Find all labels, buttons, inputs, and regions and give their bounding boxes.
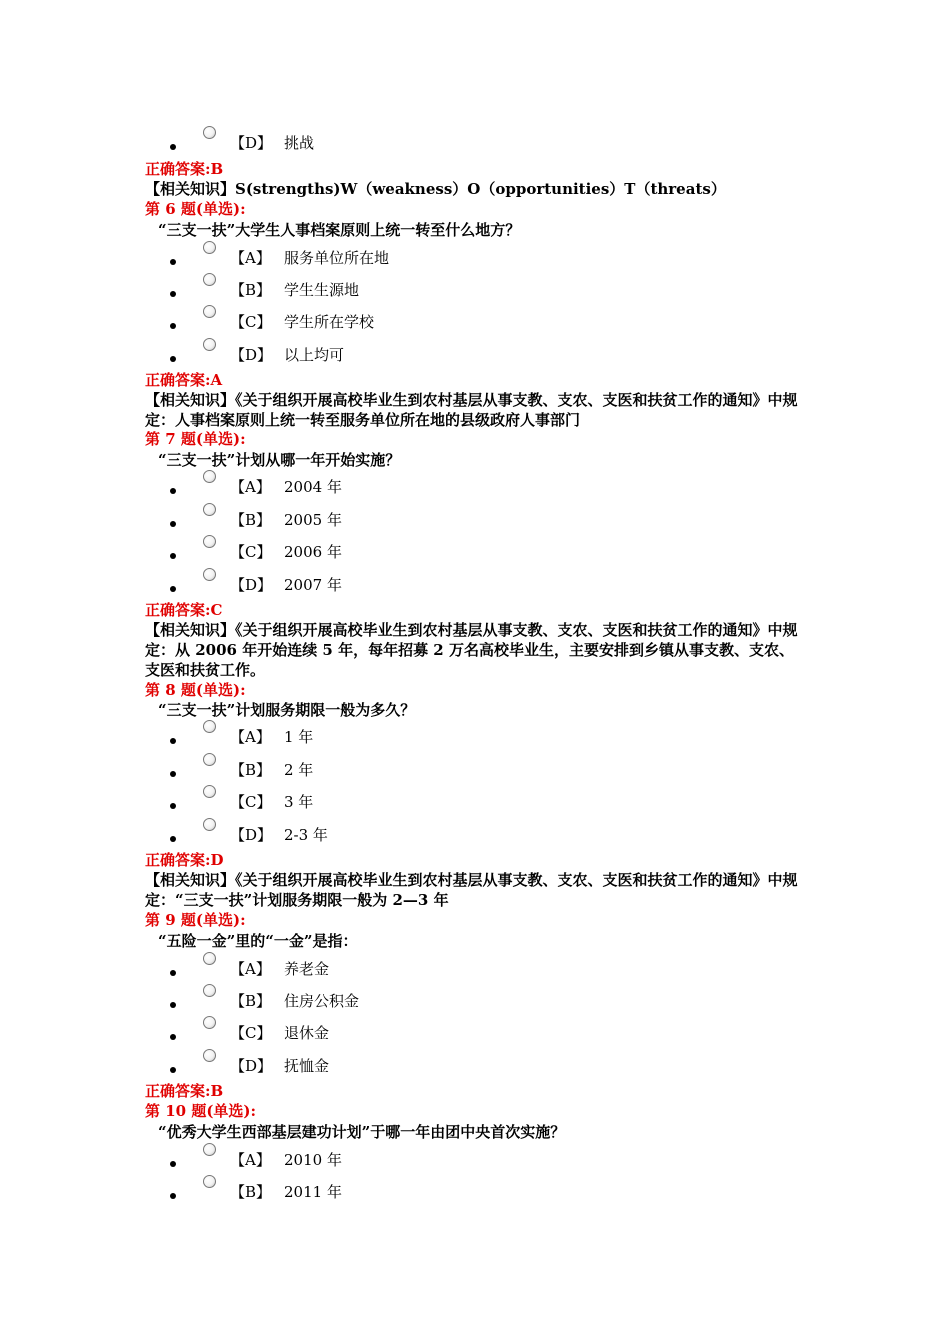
bullet-icon [170, 488, 176, 494]
option-q7-c[interactable] [0, 543, 950, 571]
knowledge-q8: 【相关知识】《关于组织开展高校毕业生到农村基层从事支教、支农、支医和扶贫工作的通知》中规定：“三支一扶”计划服务期限一般为 2—3 年 [145, 871, 798, 909]
bullet-icon [170, 738, 176, 744]
bullet-icon [170, 259, 176, 265]
radio-button-icon[interactable] [203, 305, 216, 318]
radio-button-icon[interactable] [203, 720, 216, 733]
option-label: 【D】 [230, 1057, 273, 1075]
radio-button-icon[interactable] [203, 535, 216, 548]
option-text: 2007 年 [284, 576, 342, 594]
option-q5-d[interactable] [0, 134, 950, 162]
knowledge-q6: 【相关知识】《关于组织开展高校毕业生到农村基层从事支教、支农、支医和扶贫工作的通知》中规定：人事档案原则上统一转至服务单位所在地的县级政府人事部门 [145, 391, 798, 429]
bullet-icon [170, 586, 176, 592]
option-text: 1 年 [284, 728, 314, 746]
radio-button-icon[interactable] [203, 470, 216, 483]
bullet-icon [170, 323, 176, 329]
option-q8-d[interactable] [0, 826, 950, 854]
correct-answer-q5: 正确答案:B [145, 160, 224, 178]
correct-answer-q9: 正确答案:B [145, 1082, 224, 1100]
option-q10-b[interactable] [0, 1183, 950, 1211]
option-q6-b[interactable] [0, 281, 950, 309]
option-label: 【C】 [230, 1024, 272, 1042]
radio-button-icon[interactable] [203, 1175, 216, 1188]
option-text: 退休金 [284, 1024, 330, 1042]
option-text: 2006 年 [284, 543, 342, 561]
bullet-icon [170, 1034, 176, 1040]
option-text: 挑战 [284, 134, 315, 152]
option-label: 【B】 [230, 511, 272, 529]
option-q9-a[interactable] [0, 960, 950, 988]
question-header-q9: 第 9 题(单选): [145, 911, 246, 929]
bullet-icon [170, 291, 176, 297]
option-text: 以上均可 [284, 346, 345, 364]
option-text: 2 年 [284, 761, 314, 779]
question-header-q6: 第 6 题(单选): [145, 200, 246, 218]
option-q7-a[interactable] [0, 478, 950, 506]
option-text: 2010 年 [284, 1151, 342, 1169]
option-text: 2005 年 [284, 511, 342, 529]
bullet-icon [170, 1193, 176, 1199]
option-q8-a[interactable] [0, 728, 950, 756]
option-q8-c[interactable] [0, 793, 950, 821]
correct-answer-q7: 正确答案:C [145, 601, 223, 619]
option-q6-a[interactable] [0, 249, 950, 277]
option-label: 【A】 [230, 728, 271, 746]
option-q6-c[interactable] [0, 313, 950, 341]
option-text: 学生所在学校 [284, 313, 375, 331]
bullet-icon [170, 836, 176, 842]
option-text: 2-3 年 [284, 826, 328, 844]
bullet-icon [170, 553, 176, 559]
radio-button-icon[interactable] [203, 1049, 216, 1062]
radio-button-icon[interactable] [203, 1016, 216, 1029]
option-q7-d[interactable] [0, 576, 950, 604]
knowledge-q7: 【相关知识】《关于组织开展高校毕业生到农村基层从事支教、支农、支医和扶贫工作的通知》中规定：从 2006 年开始连续 5 年，每年招募 2 万名高校毕业生，主要安排到乡镇从事支教、支农、支医和扶贫工作。 [145, 621, 798, 679]
option-text: 2011 年 [284, 1183, 342, 1201]
option-label: 【B】 [230, 992, 272, 1010]
radio-button-icon[interactable] [203, 503, 216, 516]
option-q8-b[interactable] [0, 761, 950, 789]
radio-button-icon[interactable] [203, 952, 216, 965]
bullet-icon [170, 1161, 176, 1167]
option-label: 【B】 [230, 1183, 272, 1201]
option-q9-d[interactable] [0, 1057, 950, 1085]
bullet-icon [170, 1002, 176, 1008]
option-label: 【A】 [230, 960, 271, 978]
radio-button-icon[interactable] [203, 126, 216, 139]
option-label: 【B】 [230, 761, 272, 779]
option-q9-c[interactable] [0, 1024, 950, 1052]
option-text: 3 年 [284, 793, 314, 811]
question-text-q9: “五险一金”里的“一金”是指： [158, 932, 358, 950]
option-q10-a[interactable] [0, 1151, 950, 1179]
bullet-icon [170, 1067, 176, 1073]
option-q6-d[interactable] [0, 346, 950, 374]
bullet-icon [170, 771, 176, 777]
option-label: 【A】 [230, 1151, 271, 1169]
radio-button-icon[interactable] [203, 273, 216, 286]
correct-answer-q6: 正确答案:A [145, 371, 223, 389]
option-q7-b[interactable] [0, 511, 950, 539]
option-label: 【A】 [230, 478, 271, 496]
radio-button-icon[interactable] [203, 785, 216, 798]
option-text: 养老金 [284, 960, 330, 978]
question-header-q8: 第 8 题(单选): [145, 681, 246, 699]
question-text-q7: “三支一扶”计划从哪一年开始实施？ [158, 451, 401, 469]
radio-button-icon[interactable] [203, 818, 216, 831]
bullet-icon [170, 970, 176, 976]
option-label: 【D】 [230, 826, 273, 844]
bullet-icon [170, 803, 176, 809]
option-label: 【D】 [230, 134, 273, 152]
correct-answer-q8: 正确答案:D [145, 851, 224, 869]
question-header-q10: 第 10 题(单选): [145, 1102, 257, 1120]
question-text-q8: “三支一扶”计划服务期限一般为多久？ [158, 701, 416, 719]
option-text: 抚恤金 [284, 1057, 330, 1075]
option-label: 【D】 [230, 346, 273, 364]
option-text: 学生生源地 [284, 281, 360, 299]
option-label: 【B】 [230, 281, 272, 299]
option-text: 2004 年 [284, 478, 342, 496]
option-text: 住房公积金 [284, 992, 360, 1010]
question-header-q7: 第 7 题(单选): [145, 430, 246, 448]
radio-button-icon[interactable] [203, 753, 216, 766]
bullet-icon [170, 521, 176, 527]
radio-button-icon[interactable] [203, 568, 216, 581]
radio-button-icon[interactable] [203, 984, 216, 997]
question-text-q10: “优秀大学生西部基层建功计划”于哪一年由团中央首次实施？ [158, 1123, 566, 1141]
option-label: 【D】 [230, 576, 273, 594]
option-q9-b[interactable] [0, 992, 950, 1020]
bullet-icon [170, 356, 176, 362]
option-label: 【C】 [230, 793, 272, 811]
question-text-q6: “三支一扶”大学生人事档案原则上统一转至什么地方？ [158, 221, 521, 239]
bullet-icon [170, 144, 176, 150]
option-label: 【C】 [230, 313, 272, 331]
knowledge-q5: 【相关知识】S(strengths)W（weakness）O（opportunities）T（threats） [145, 180, 726, 198]
option-label: 【C】 [230, 543, 272, 561]
radio-button-icon[interactable] [203, 1143, 216, 1156]
option-label: 【A】 [230, 249, 271, 267]
radio-button-icon[interactable] [203, 338, 216, 351]
radio-button-icon[interactable] [203, 241, 216, 254]
option-text: 服务单位所在地 [284, 249, 390, 267]
